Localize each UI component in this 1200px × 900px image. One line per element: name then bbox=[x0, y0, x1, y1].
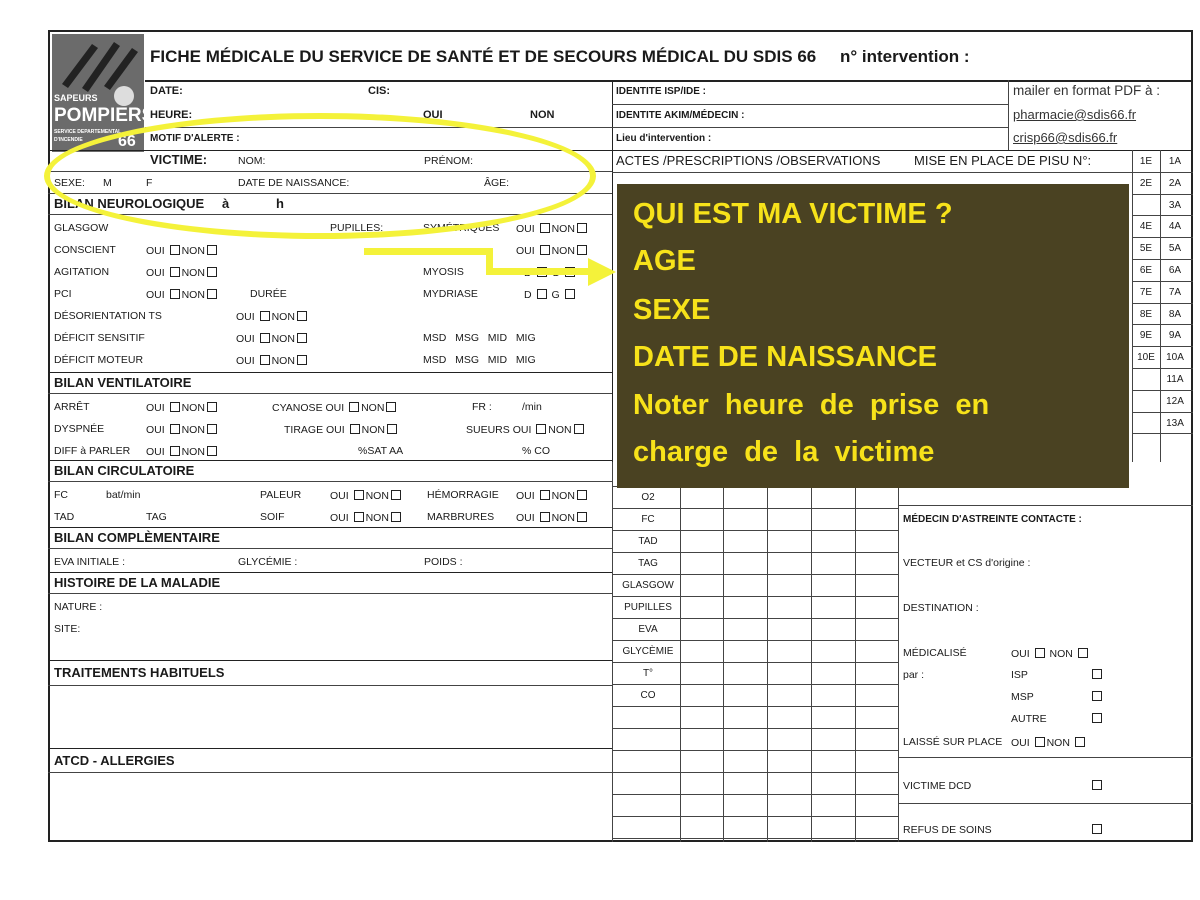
col-line bbox=[1160, 150, 1161, 462]
sensitif-limbs bbox=[423, 333, 536, 344]
checkbox[interactable] bbox=[170, 245, 180, 255]
pisu-row-line bbox=[1132, 172, 1193, 173]
grid-col-line bbox=[767, 462, 768, 842]
logo-line3: SERVICE DEPARTEMENTAL bbox=[54, 129, 122, 135]
traitements-title: TRAITEMENTS HABITUELS bbox=[54, 665, 225, 680]
glasgow-label: GLASGOW bbox=[54, 222, 109, 234]
non-text: NON bbox=[361, 402, 385, 414]
annotation-line-2: AGE bbox=[633, 245, 696, 277]
pisu-row-line bbox=[1132, 281, 1193, 282]
non-text: NON bbox=[181, 402, 205, 414]
myosis-label: MYOSIS bbox=[423, 266, 464, 278]
oui-text: OUI bbox=[146, 402, 165, 414]
row-line bbox=[48, 372, 612, 373]
grid-col-line bbox=[811, 462, 812, 842]
checkbox[interactable] bbox=[207, 424, 217, 434]
conscient-oui-non bbox=[146, 245, 219, 257]
isp-checkbox[interactable] bbox=[1092, 669, 1102, 679]
row-line bbox=[48, 593, 612, 594]
msp-checkbox[interactable] bbox=[1092, 691, 1102, 701]
non-text: NON bbox=[548, 424, 572, 436]
oui-text: OUI bbox=[516, 245, 535, 257]
checkbox[interactable] bbox=[387, 424, 397, 434]
neuro-title: BILAN NEUROLOGIQUE bbox=[54, 196, 205, 211]
sat-label: %SAT AA bbox=[358, 445, 404, 457]
tirage-field bbox=[284, 424, 399, 436]
row-line bbox=[48, 527, 612, 528]
row-line bbox=[898, 505, 1193, 506]
pisu-a-number: 8A bbox=[1168, 308, 1182, 320]
mailer-label: mailer en format PDF à : bbox=[1013, 83, 1161, 98]
grid-row-label: GLASGOW bbox=[622, 580, 674, 591]
checkbox[interactable] bbox=[349, 402, 359, 412]
row-line bbox=[48, 748, 612, 749]
intervention-label: n° intervention : bbox=[840, 47, 970, 66]
email-pharmacie-link[interactable]: pharmacie@sdis66.fr bbox=[1013, 107, 1137, 122]
mig-text: MIG bbox=[515, 332, 536, 344]
pisu-a-number: 4A bbox=[1168, 221, 1182, 233]
age-label: ÂGE: bbox=[484, 177, 510, 189]
msd-text: MSD bbox=[423, 354, 447, 366]
complementaire-title: BILAN COMPLÈMENTAIRE bbox=[54, 530, 220, 545]
symetriques-label: SYMÉTRIQUES bbox=[423, 222, 500, 234]
oui-text: OUI bbox=[1011, 648, 1030, 660]
checkbox[interactable] bbox=[170, 402, 180, 412]
diff-label: DIFF à PARLER bbox=[54, 445, 131, 457]
tirage-text: TIRAGE bbox=[284, 424, 324, 436]
non-text: NON bbox=[551, 245, 575, 257]
checkbox[interactable] bbox=[297, 311, 307, 321]
neuro-a: à bbox=[222, 196, 230, 211]
cis-label: CIS: bbox=[368, 85, 390, 97]
dyspnee-label: DYSPNÉE bbox=[54, 423, 105, 435]
non-text: NON bbox=[551, 512, 575, 524]
fr-unit: /min bbox=[522, 401, 542, 413]
pisu-row-line bbox=[1132, 433, 1193, 434]
pisu-a-number: 7A bbox=[1168, 286, 1182, 298]
actes-title: ACTES /PRESCRIPTIONS /OBSERVATIONS bbox=[616, 153, 881, 168]
msp-label: MSP bbox=[1011, 691, 1034, 703]
oui-text: OUI bbox=[236, 355, 255, 367]
pisu-a-number: 10A bbox=[1166, 352, 1184, 364]
heure-oui: OUI bbox=[423, 109, 443, 121]
non-text: NON bbox=[181, 446, 205, 458]
pci-oui-non bbox=[146, 289, 219, 301]
grid-row-label: TAD bbox=[638, 536, 658, 547]
identite-akim-label: IDENTITE AKIM/MÉDECIN : bbox=[616, 110, 745, 121]
non-text: NON bbox=[365, 512, 389, 524]
date-label: DATE: bbox=[150, 85, 183, 97]
row-line bbox=[48, 460, 612, 461]
laisse-label: LAISSÉ SUR PLACE bbox=[903, 736, 1003, 748]
non-text: NON bbox=[1049, 648, 1073, 660]
glycemie-label: GLYCÉMIE : bbox=[238, 556, 298, 568]
mydriase-dg bbox=[524, 289, 577, 301]
mid-text: MID bbox=[487, 332, 508, 344]
grid-col-line bbox=[723, 462, 724, 842]
row-line bbox=[48, 772, 612, 773]
oui-text: OUI bbox=[236, 311, 255, 323]
row-line bbox=[612, 172, 1132, 173]
checkbox[interactable] bbox=[207, 289, 217, 299]
pisu-a-number: 3A bbox=[1168, 199, 1182, 211]
mid-text: MID bbox=[487, 354, 508, 366]
d-text: D bbox=[524, 289, 532, 301]
non-text: NON bbox=[361, 424, 385, 436]
pisu-row-line bbox=[1132, 346, 1193, 347]
heure-non: NON bbox=[530, 109, 555, 121]
pisu-row-line bbox=[1132, 303, 1193, 304]
destination-label: DESTINATION : bbox=[903, 602, 979, 614]
pisu-row-line bbox=[1132, 324, 1193, 325]
checkbox[interactable] bbox=[565, 289, 575, 299]
grid-row-label: GLYCÈMIE bbox=[622, 646, 674, 657]
autre-checkbox[interactable] bbox=[1092, 713, 1102, 723]
msg-text: MSG bbox=[455, 354, 480, 366]
cyanose-text: CYANOSE bbox=[272, 402, 323, 414]
checkbox[interactable] bbox=[1078, 648, 1088, 658]
sexe-label: SEXE: bbox=[54, 177, 85, 189]
row-line bbox=[898, 803, 1193, 804]
deficit-moteur-label: DÉFICIT MOTEUR bbox=[54, 354, 144, 366]
checkbox[interactable] bbox=[391, 512, 401, 522]
checkbox[interactable] bbox=[540, 245, 550, 255]
oui-text: OUI bbox=[326, 424, 345, 436]
pisu-e-number: 2E bbox=[1139, 177, 1153, 189]
checkbox[interactable] bbox=[354, 490, 364, 500]
checkbox[interactable] bbox=[207, 267, 217, 277]
arrow-head bbox=[588, 258, 618, 298]
paleur-label: PALEUR bbox=[260, 489, 302, 501]
cyanose-field bbox=[272, 402, 398, 414]
pisu-e-number: 1E bbox=[1139, 156, 1153, 167]
tag-label: TAG bbox=[146, 511, 167, 523]
non-text: NON bbox=[181, 289, 205, 301]
annotation-line-4: DATE DE NAISSANCE bbox=[633, 341, 937, 373]
paleur-oui-non bbox=[330, 490, 403, 502]
row-line bbox=[48, 660, 612, 661]
motif-label: MOTIF D'ALERTE : bbox=[150, 133, 240, 144]
neuro-h: h bbox=[276, 196, 284, 211]
refus-checkbox[interactable] bbox=[1092, 824, 1102, 834]
grid-col-line bbox=[612, 462, 613, 842]
oui-text: OUI bbox=[516, 490, 535, 502]
checkbox[interactable] bbox=[207, 245, 217, 255]
laisse-oui-non bbox=[1011, 737, 1087, 749]
email-crisp-link[interactable]: crisp66@sdis66.fr bbox=[1013, 130, 1118, 145]
checkbox[interactable] bbox=[537, 289, 547, 299]
logo-number: 66 bbox=[118, 133, 136, 150]
sensitif-oui-non bbox=[236, 333, 309, 345]
checkbox[interactable] bbox=[170, 424, 180, 434]
pisu-row-line bbox=[1132, 368, 1193, 369]
col-line bbox=[1132, 150, 1133, 462]
eva-label: EVA INITIALE : bbox=[54, 556, 125, 568]
pisu-e-number: 5E bbox=[1139, 243, 1153, 255]
non-text: NON bbox=[271, 355, 295, 367]
logo-line4: D'INCENDIE bbox=[54, 137, 83, 143]
vecteur-label: VECTEUR et CS d'origine : bbox=[903, 557, 1031, 569]
fr-label: FR : bbox=[472, 401, 492, 413]
checkbox[interactable] bbox=[354, 512, 364, 522]
mydriase-label: MYDRIASE bbox=[423, 288, 478, 300]
nature-label: NATURE : bbox=[54, 601, 103, 613]
oui-text: OUI bbox=[325, 402, 345, 414]
pisu-a-number: 5A bbox=[1168, 243, 1182, 255]
checkbox[interactable] bbox=[577, 512, 587, 522]
logo-line1: SAPEURS bbox=[54, 93, 98, 103]
pisu-e-number: 7E bbox=[1139, 286, 1153, 298]
grid-row-label: FC bbox=[641, 514, 655, 525]
non-text: NON bbox=[271, 311, 295, 323]
arrow-shaft-end bbox=[486, 268, 594, 275]
annotation-line-3: SEXE bbox=[633, 294, 711, 326]
oui-text: OUI bbox=[330, 490, 349, 502]
checkbox[interactable] bbox=[170, 446, 180, 456]
row-line bbox=[48, 572, 612, 573]
moteur-limbs bbox=[423, 355, 536, 366]
non-text: NON bbox=[551, 223, 575, 235]
medicalise-label: MÉDICALISÉ bbox=[903, 647, 967, 659]
oui-text: OUI bbox=[512, 424, 532, 436]
pisu-row-line bbox=[1132, 390, 1193, 391]
lieu-label: Lieu d'intervention : bbox=[616, 133, 712, 144]
checkbox[interactable] bbox=[540, 490, 550, 500]
marbrures-label: MARBRURES bbox=[427, 511, 495, 523]
mig-text: MIG bbox=[515, 354, 536, 366]
agitation-oui-non bbox=[146, 267, 219, 279]
row-line bbox=[48, 685, 612, 686]
pisu-a-number: 6A bbox=[1168, 265, 1182, 276]
checkbox[interactable] bbox=[170, 267, 180, 277]
checkbox[interactable] bbox=[260, 333, 270, 343]
sueurs-field bbox=[466, 424, 586, 436]
non-text: NON bbox=[181, 245, 205, 257]
soif-oui-non bbox=[330, 512, 403, 524]
pisu-label: MISE EN PLACE DE PISU N°: bbox=[914, 153, 1092, 168]
oui-text: OUI bbox=[146, 446, 165, 458]
grid-row-label: O2 bbox=[641, 492, 655, 503]
oui-text: OUI bbox=[516, 223, 535, 235]
g-text: G bbox=[551, 289, 560, 301]
row-line bbox=[898, 757, 1193, 758]
victime-highlight-ellipse bbox=[44, 113, 596, 239]
checkbox[interactable] bbox=[536, 424, 546, 434]
msg-text: MSG bbox=[455, 332, 480, 344]
sueurs-text: SUEURS bbox=[466, 424, 510, 436]
autre-label: AUTRE bbox=[1011, 713, 1047, 725]
ventilatoire-title: BILAN VENTILATOIRE bbox=[54, 375, 192, 390]
header-divider bbox=[145, 80, 1193, 82]
medicalise-oui-non bbox=[1011, 648, 1090, 660]
poids-label: POIDS : bbox=[424, 556, 463, 568]
checkbox[interactable] bbox=[1075, 737, 1085, 747]
grid-col-line bbox=[680, 462, 681, 842]
checkbox[interactable] bbox=[170, 289, 180, 299]
diff-oui-non bbox=[146, 446, 219, 458]
checkbox[interactable] bbox=[577, 245, 587, 255]
pisu-a-number: 2A bbox=[1168, 177, 1182, 189]
fc-label: FC bbox=[54, 489, 68, 501]
checkbox[interactable] bbox=[540, 223, 550, 233]
pisu-a-number: 1A bbox=[1168, 156, 1182, 167]
pisu-e-number: 8E bbox=[1139, 308, 1153, 320]
annotation-line-5: Noter heure de prise en bbox=[633, 389, 990, 421]
checkbox[interactable] bbox=[260, 355, 270, 365]
non-text: NON bbox=[1046, 737, 1070, 749]
annotation-line-1: QUI EST MA VICTIME ? bbox=[633, 198, 953, 230]
hemorragie-oui-non bbox=[516, 490, 589, 502]
oui-text: OUI bbox=[146, 424, 165, 436]
circulatoire-title: BILAN CIRCULATOIRE bbox=[54, 463, 195, 478]
co-label: % CO bbox=[522, 445, 551, 457]
grid-col-line bbox=[855, 462, 856, 842]
pisu-e-number: 9E bbox=[1139, 330, 1153, 342]
checkbox[interactable] bbox=[1035, 648, 1045, 658]
sexe-m: M bbox=[103, 177, 112, 189]
col-line bbox=[898, 462, 899, 842]
checkbox[interactable] bbox=[297, 355, 307, 365]
pisu-e-number: 4E bbox=[1139, 221, 1153, 233]
pisu-a-number: 12A bbox=[1166, 395, 1184, 407]
oui-text: OUI bbox=[1011, 737, 1030, 749]
checkbox[interactable] bbox=[574, 424, 584, 434]
dyspnee-oui-non bbox=[146, 424, 219, 436]
heure-label: HEURE: bbox=[150, 109, 193, 121]
msd-text: MSD bbox=[423, 332, 447, 344]
histoire-title: HISTOIRE DE LA MALADIE bbox=[54, 575, 221, 590]
non-text: NON bbox=[271, 333, 295, 345]
isp-label: ISP bbox=[1011, 669, 1028, 681]
checkbox[interactable] bbox=[577, 490, 587, 500]
row-line bbox=[612, 127, 1008, 128]
sexe-f: F bbox=[146, 177, 153, 189]
non-text: NON bbox=[551, 490, 575, 502]
arret-label: ARRÊT bbox=[54, 401, 90, 413]
annotation-line-6: charge de la victime bbox=[633, 436, 935, 468]
checkbox[interactable] bbox=[297, 333, 307, 343]
naissance-label: DATE DE NAISSANCE: bbox=[238, 177, 350, 189]
dcd-label: VICTIME DCD bbox=[903, 780, 972, 792]
checkbox[interactable] bbox=[350, 424, 360, 434]
victime-title: VICTIME: bbox=[150, 152, 208, 167]
deficit-sensitif-label: DÉFICIT SENSITIF bbox=[54, 332, 145, 344]
annotation-box bbox=[617, 184, 1129, 488]
pupilles-label: PUPILLES: bbox=[330, 222, 384, 234]
arrow-shaft-horizontal bbox=[364, 248, 492, 255]
logo-line2: POMPIERS bbox=[54, 105, 155, 126]
pisu-a-number: 11A bbox=[1166, 374, 1184, 385]
grid-row-label: TAG bbox=[638, 558, 658, 569]
medecin-label: MÉDECIN D'ASTREINTE CONTACTE : bbox=[903, 514, 1082, 525]
non-text: NON bbox=[181, 267, 205, 279]
batmin-label: bat/min bbox=[106, 489, 141, 501]
site-label: SITE: bbox=[54, 623, 81, 635]
checkbox[interactable] bbox=[577, 223, 587, 233]
desorientation-oui-non bbox=[236, 311, 309, 323]
row-line bbox=[48, 481, 612, 482]
mailer-divider bbox=[1008, 80, 1009, 150]
dcd-checkbox[interactable] bbox=[1092, 780, 1102, 790]
checkbox[interactable] bbox=[391, 490, 401, 500]
form-title: FICHE MÉDICALE DU SERVICE DE SANTÉ ET DE SECOURS MÉDICAL DU SDIS 66 bbox=[150, 47, 817, 66]
pisu-e-number: 10E bbox=[1137, 352, 1155, 364]
row-line bbox=[48, 393, 612, 394]
checkbox[interactable] bbox=[207, 402, 217, 412]
duree-label: DURÉE bbox=[250, 288, 287, 300]
checkbox[interactable] bbox=[386, 402, 396, 412]
checkbox[interactable] bbox=[540, 512, 550, 522]
pisu-row-line bbox=[1132, 412, 1193, 413]
row-line bbox=[48, 548, 612, 549]
non-text: NON bbox=[181, 424, 205, 436]
checkbox[interactable] bbox=[260, 311, 270, 321]
agitation-label: AGITATION bbox=[54, 266, 110, 278]
pisu-row-line bbox=[1132, 259, 1193, 260]
grid-row-label: EVA bbox=[638, 624, 658, 635]
anis-oui-non bbox=[516, 245, 589, 257]
par-label: par : bbox=[903, 669, 925, 681]
oui-text: OUI bbox=[236, 333, 255, 345]
pisu-row-line bbox=[1132, 194, 1193, 195]
oui-text: OUI bbox=[516, 512, 535, 524]
pisu-e-number: 6E bbox=[1139, 265, 1153, 276]
pisu-row-line bbox=[1132, 215, 1193, 216]
conscient-label: CONSCIENT bbox=[54, 244, 116, 256]
row-line bbox=[612, 104, 1008, 105]
sym-oui-non bbox=[516, 223, 589, 235]
non-text: NON bbox=[365, 490, 389, 502]
pisu-a-number: 13A bbox=[1166, 417, 1184, 429]
grid-row-label: T° bbox=[642, 668, 654, 679]
atcd-title: ATCD - ALLERGIES bbox=[54, 753, 175, 768]
refus-label: REFUS DE SOINS bbox=[903, 824, 992, 836]
oui-text: OUI bbox=[146, 289, 165, 301]
hemorragie-label: HÉMORRAGIE bbox=[427, 489, 499, 501]
tad-label: TAD bbox=[54, 511, 75, 523]
soif-label: SOIF bbox=[260, 511, 285, 523]
desorientation-label: DÉSORIENTATION TS bbox=[54, 310, 162, 322]
grid-row-label: CO bbox=[640, 690, 656, 701]
checkbox[interactable] bbox=[207, 446, 217, 456]
identite-isp-label: IDENTITE ISP/IDE : bbox=[616, 86, 707, 97]
pci-label: PCI bbox=[54, 288, 72, 300]
marbrures-oui-non bbox=[516, 512, 589, 524]
prenom-label: PRÉNOM: bbox=[424, 155, 474, 167]
pisu-row-line bbox=[1132, 237, 1193, 238]
nom-label: NOM: bbox=[238, 155, 266, 167]
oui-text: OUI bbox=[146, 267, 165, 279]
oui-text: OUI bbox=[146, 245, 165, 257]
pisu-a-number: 9A bbox=[1168, 330, 1182, 342]
oui-text: OUI bbox=[330, 512, 349, 524]
grid-row-label: PUPILLES bbox=[624, 602, 672, 613]
moteur-oui-non bbox=[236, 355, 309, 367]
checkbox[interactable] bbox=[1035, 737, 1045, 747]
arret-oui-non bbox=[146, 402, 219, 414]
